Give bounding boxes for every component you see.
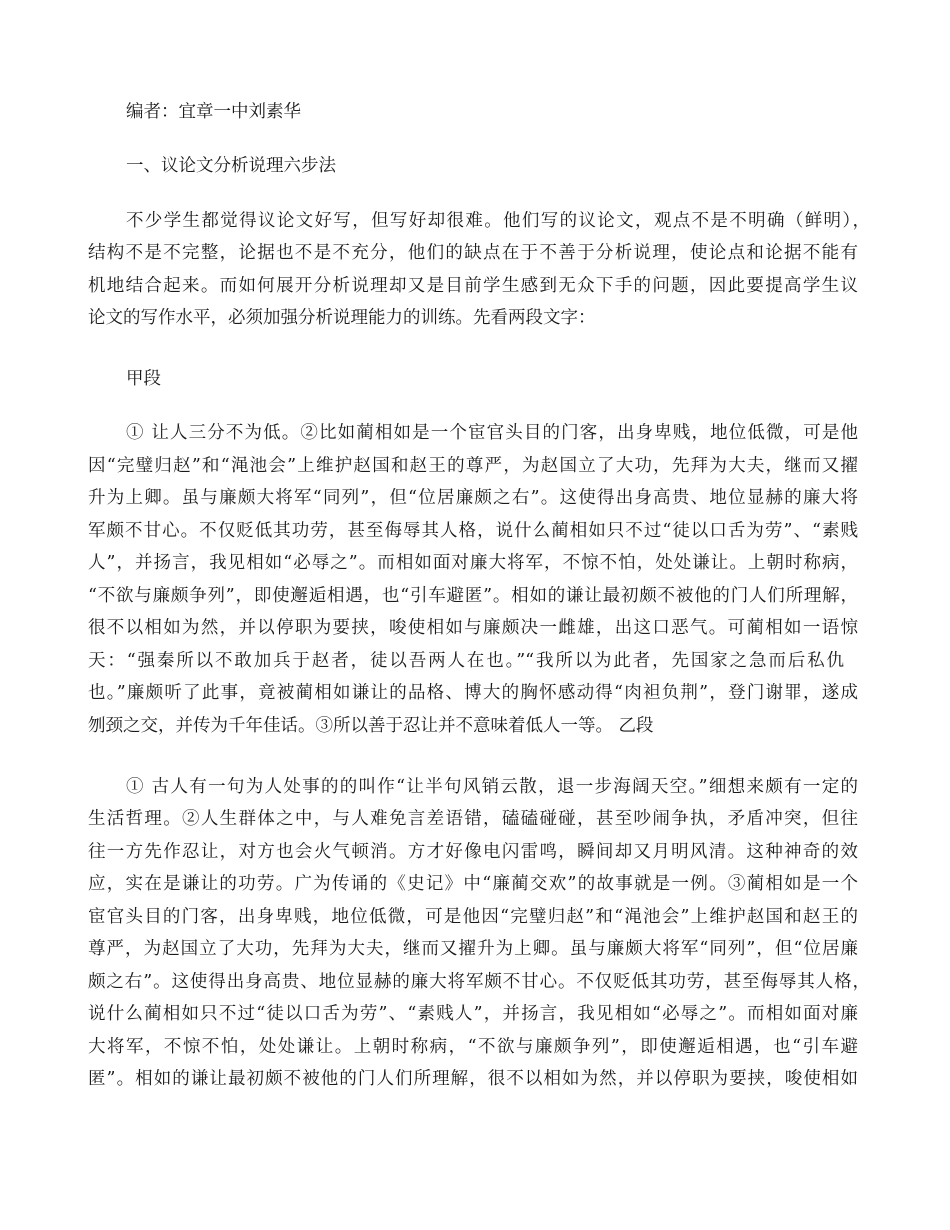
section-title: 一、议论文分析说理六步法 xyxy=(126,156,336,176)
para-b-line-3: 往一方先作忍让，对方也会火气顿消。方才好像电闪雷鸣，瞬间却又月明风清。这种神奇的效 xyxy=(88,842,858,862)
para-a-line-4: 军颇不甘心。不仅贬低其功劳，甚至侮辱其人格，说什么蔺相如只不过“徒以口舌为劳”、“素贱 xyxy=(88,521,858,541)
para-a-line-10: 刎颈之交，并传为千年佳话。③所以善于忍让并不意味着低人一等。 乙段 xyxy=(88,716,654,736)
para-b-line-2: 生活哲理。②人生群体之中，与人难免言差语错，磕磕碰碰，甚至吵闹争执，矛盾冲突，但往 xyxy=(88,809,858,829)
intro-line-1: 不少学生都觉得议论文好写，但写好却很难。他们写的议论文，观点不是不明确（鲜明）， xyxy=(126,211,870,231)
para-b-line-8: 说什么蔺相如只不过“徒以口舌为劳”、“素贱人”，并扬言，我见相如“必辱之”。而相如面对廉 xyxy=(88,1004,858,1024)
intro-line-3: 机地结合起来。而如何展开分析说理却又是目前学生感到无众下手的问题，因此要提高学生议 xyxy=(88,276,858,296)
para-b-line-10: 匿”。相如的谦让最初颇不被他的门人们所理解，很不以相如为然，并以停职为要挟，唆使相如 xyxy=(88,1069,858,1089)
para-a-line-8: 天：“强秦所以不敢加兵于赵者，徒以吾两人在也。”“我所以为此者，先国家之急而后私仇 xyxy=(88,651,844,671)
para-a-line-1: ① 让人三分不为低。②比如蔺相如是一个宦官头目的门客，出身卑贱，地位低微，可是他 xyxy=(126,423,858,443)
para-b-line-1: ① 古人有一句为人处事的的叫作“让半句风销云散，退一步海阔天空。”细想来颇有一定的 xyxy=(126,777,858,797)
para-a-line-9: 也。”廉颇听了此事，竟被蔺相如谦让的品格、博大的胸怀感动得“肉袒负荆”，登门谢罪，遂成 xyxy=(88,683,858,703)
para-a-label: 甲段 xyxy=(126,369,161,389)
para-a-line-5: 人”，并扬言，我见相如“必辱之”。而相如面对廉大将军，不惊不怕，处处谦让。上朝时称病， xyxy=(88,553,858,573)
para-a-line-2: 因“完璧归赵”和“渑池会”上维护赵国和赵王的尊严，为赵国立了大功，先拜为大夫，继而又擢 xyxy=(88,456,858,476)
para-a-line-7: 很不以相如为然，并以停职为要挟，唆使相如与廉颇决一雌雄，出这口恶气。可蔺相如一语惊 xyxy=(88,618,858,638)
para-b-line-5: 宦官头目的门客，出身卑贱，地位低微，可是他因“完璧归赵”和“渑池会”上维护赵国和赵王的 xyxy=(88,907,858,927)
para-a-line-6: “不欲与廉颇争列”，即使邂逅相遇，也“引车避匿”。相如的谦让最初颇不被他的门人们所理解， xyxy=(88,586,858,606)
para-b-line-7: 颇之右”。这使得出身高贵、地位显赫的廉大将军颇不甘心。不仅贬低其功劳，甚至侮辱其人格， xyxy=(88,972,870,992)
para-a-line-3: 升为上卿。虽与廉颇大将军“同列”，但“位居廉颇之右”。这使得出身高贵、地位显赫的廉大将 xyxy=(88,488,858,508)
intro-line-4: 论文的写作水平，必须加强分析说理能力的训练。先看两段文字： xyxy=(88,308,596,328)
para-b-line-9: 大将军，不惊不怕，处处谦让。上朝时称病，“不欲与廉颇争列”，即使邂逅相遇，也“引车避 xyxy=(88,1037,858,1057)
editor-line: 编者：宜章一中刘素华 xyxy=(126,102,301,122)
intro-line-2: 结构不是不完整，论据也不是不充分，他们的缺点在于不善于分析说理，使论点和论据不能有 xyxy=(88,243,858,263)
para-b-line-4: 应，实在是谦让的功劳。广为传诵的《史记》中“廉蔺交欢”的故事就是一例。③蔺相如是一个 xyxy=(88,874,858,894)
para-b-line-6: 尊严，为赵国立了大功，先拜为大夫，继而又擢升为上卿。虽与廉颇大将军“同列”，但“位居廉 xyxy=(88,939,858,959)
